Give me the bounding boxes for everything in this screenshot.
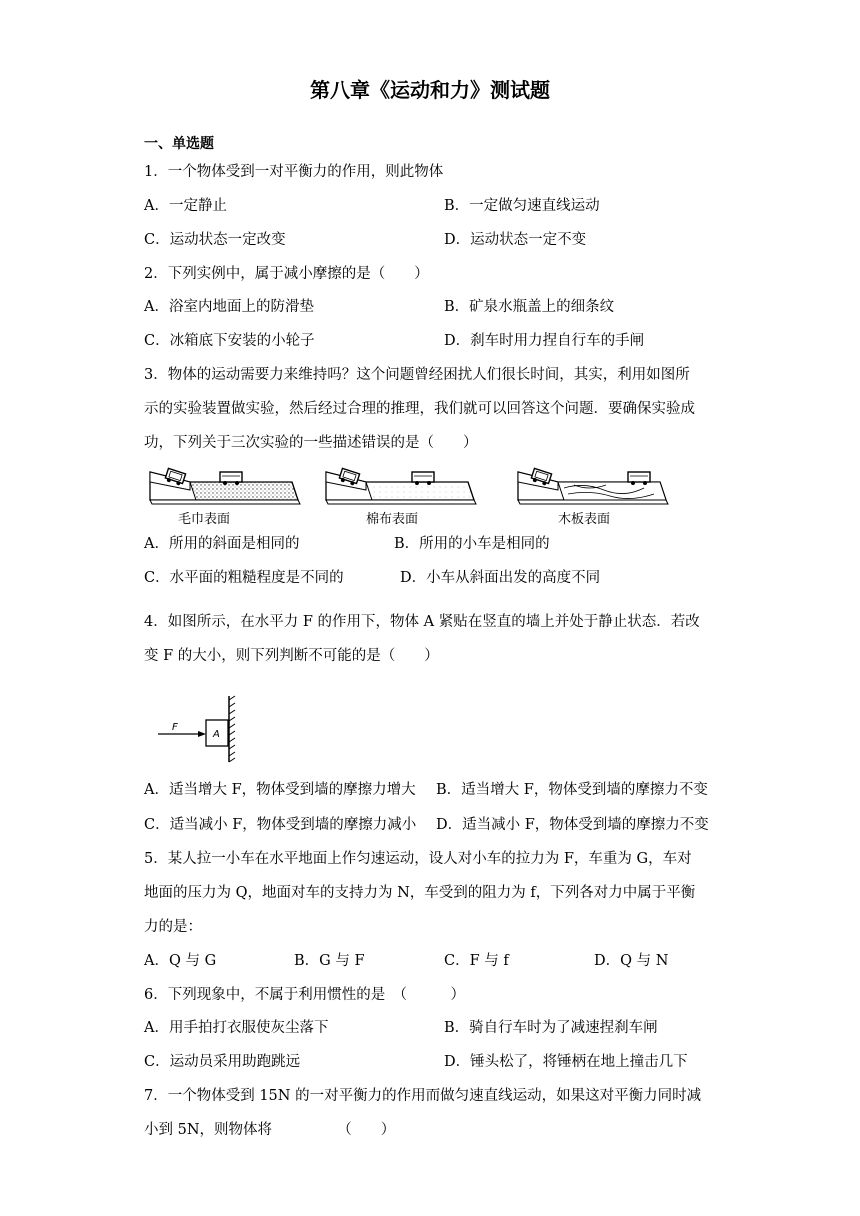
question-3-stem-line-1: 3．物体的运动需要力来维持吗？这个问题曾经困扰人们很长时间，其实，利用如图所: [144, 367, 690, 383]
figure-label-towel: 毛巾表面: [178, 512, 231, 527]
question-5-stem-line-3: 力的是：: [144, 919, 202, 935]
question-6-option-d: D．锤头松了，将锤柄在地上撞击几下: [444, 1054, 688, 1070]
question-6-option-c: C．运动员采用助跑跳远: [144, 1054, 301, 1070]
question-1-stem: 1．一个物体受到一对平衡力的作用，则此物体: [144, 164, 444, 180]
force-wall-figure: [156, 694, 240, 764]
question-6-stem: 6．下列现象中，不属于利用惯性的是 （ ）: [144, 987, 465, 1003]
question-4-option-a: A．适当增大 F，物体受到墙的摩擦力增大: [144, 782, 416, 798]
incline-experiment-figure: [144, 460, 674, 530]
towel-surface-setup: [150, 468, 300, 504]
question-4-stem-line-2: 变 F 的大小，则下列判断不可能的是（ ）: [144, 648, 439, 664]
question-4-stem-line-1: 4．如图所示，在水平力 F 的作用下，物体 A 紧贴在竖直的墙上并处于静止状态．若改: [144, 614, 700, 630]
question-3-option-d: D．小车从斜面出发的高度不同: [400, 570, 601, 586]
question-5-option-b: B．G 与 F: [294, 953, 365, 969]
question-3-option-b: B．所用的小车是相同的: [394, 536, 550, 552]
section-heading: 一、单选题: [144, 136, 214, 152]
question-5-stem-line-2: 地面的压力为 Q，地面对车的支持力为 N，车受到的阻力为 f，下列各对力中属于平衡: [144, 885, 696, 901]
question-3-option-c: C．水平面的粗糙程度是不同的: [144, 570, 344, 586]
question-4-option-d: D．适当减小 F，物体受到墙的摩擦力不变: [436, 817, 709, 833]
question-3-stem-line-3: 功，下列关于三次实验的一些描述错误的是（ ）: [144, 435, 478, 451]
figure-label-cloth: 棉布表面: [366, 512, 419, 527]
question-2-option-b: B．矿泉水瓶盖上的细条纹: [444, 299, 615, 315]
question-2-option-d: D．刹车时用力捏自行车的手闸: [444, 333, 645, 349]
question-2-stem: 2．下列实例中，属于减小摩擦的是（ ）: [144, 266, 429, 282]
block-label: A: [213, 729, 220, 740]
force-arrowhead: [198, 731, 206, 737]
question-4-option-c: C．适当减小 F，物体受到墙的摩擦力减小: [144, 817, 417, 833]
question-1-option-b: B．一定做匀速直线运动: [444, 198, 600, 214]
question-3-stem-line-2: 示的实验装置做实验，然后经过合理的推理，我们就可以回答这个问题．要确保实验成: [144, 401, 695, 417]
question-5-stem-line-1: 5．某人拉一小车在水平地面上作匀速运动，设人对小车的拉力为 F，车重为 G，车对: [144, 851, 692, 867]
question-6-option-a: A．用手拍打衣服使灰尘落下: [144, 1020, 329, 1036]
wall-hatching: [229, 696, 235, 762]
force-label: F: [172, 722, 178, 733]
question-1-option-c: C．运动状态一定改变: [144, 232, 286, 248]
question-5-option-c: C．F 与 f: [444, 953, 509, 969]
question-7-stem-line-1: 7．一个物体受到 15N 的一对平衡力的作用而做匀速直线运动，如果这对平衡力同时减: [144, 1088, 702, 1104]
cloth-surface-setup: [326, 468, 476, 504]
wood-surface-setup: [518, 468, 668, 504]
question-1-option-d: D．运动状态一定不变: [444, 232, 587, 248]
figure-label-wood: 木板表面: [558, 512, 611, 527]
question-1-option-a: A．一定静止: [144, 198, 227, 214]
question-2-option-a: A．浴室内地面上的防滑垫: [144, 299, 314, 315]
question-2-option-c: C．冰箱底下安装的小轮子: [144, 333, 315, 349]
question-7-stem-line-2: 小到 5N，则物体将 （ ）: [144, 1122, 396, 1138]
question-3-option-a: A．所用的斜面是相同的: [144, 536, 300, 552]
question-6-option-b: B．骑自行车时为了减速捏刹车闸: [444, 1020, 658, 1036]
question-4-option-b: B．适当增大 F，物体受到墙的摩擦力不变: [436, 782, 708, 798]
page-title: 第八章《运动和力》测试题: [310, 78, 550, 102]
question-5-option-d: D．Q 与 N: [594, 953, 669, 969]
question-5-option-a: A．Q 与 G: [144, 953, 217, 969]
